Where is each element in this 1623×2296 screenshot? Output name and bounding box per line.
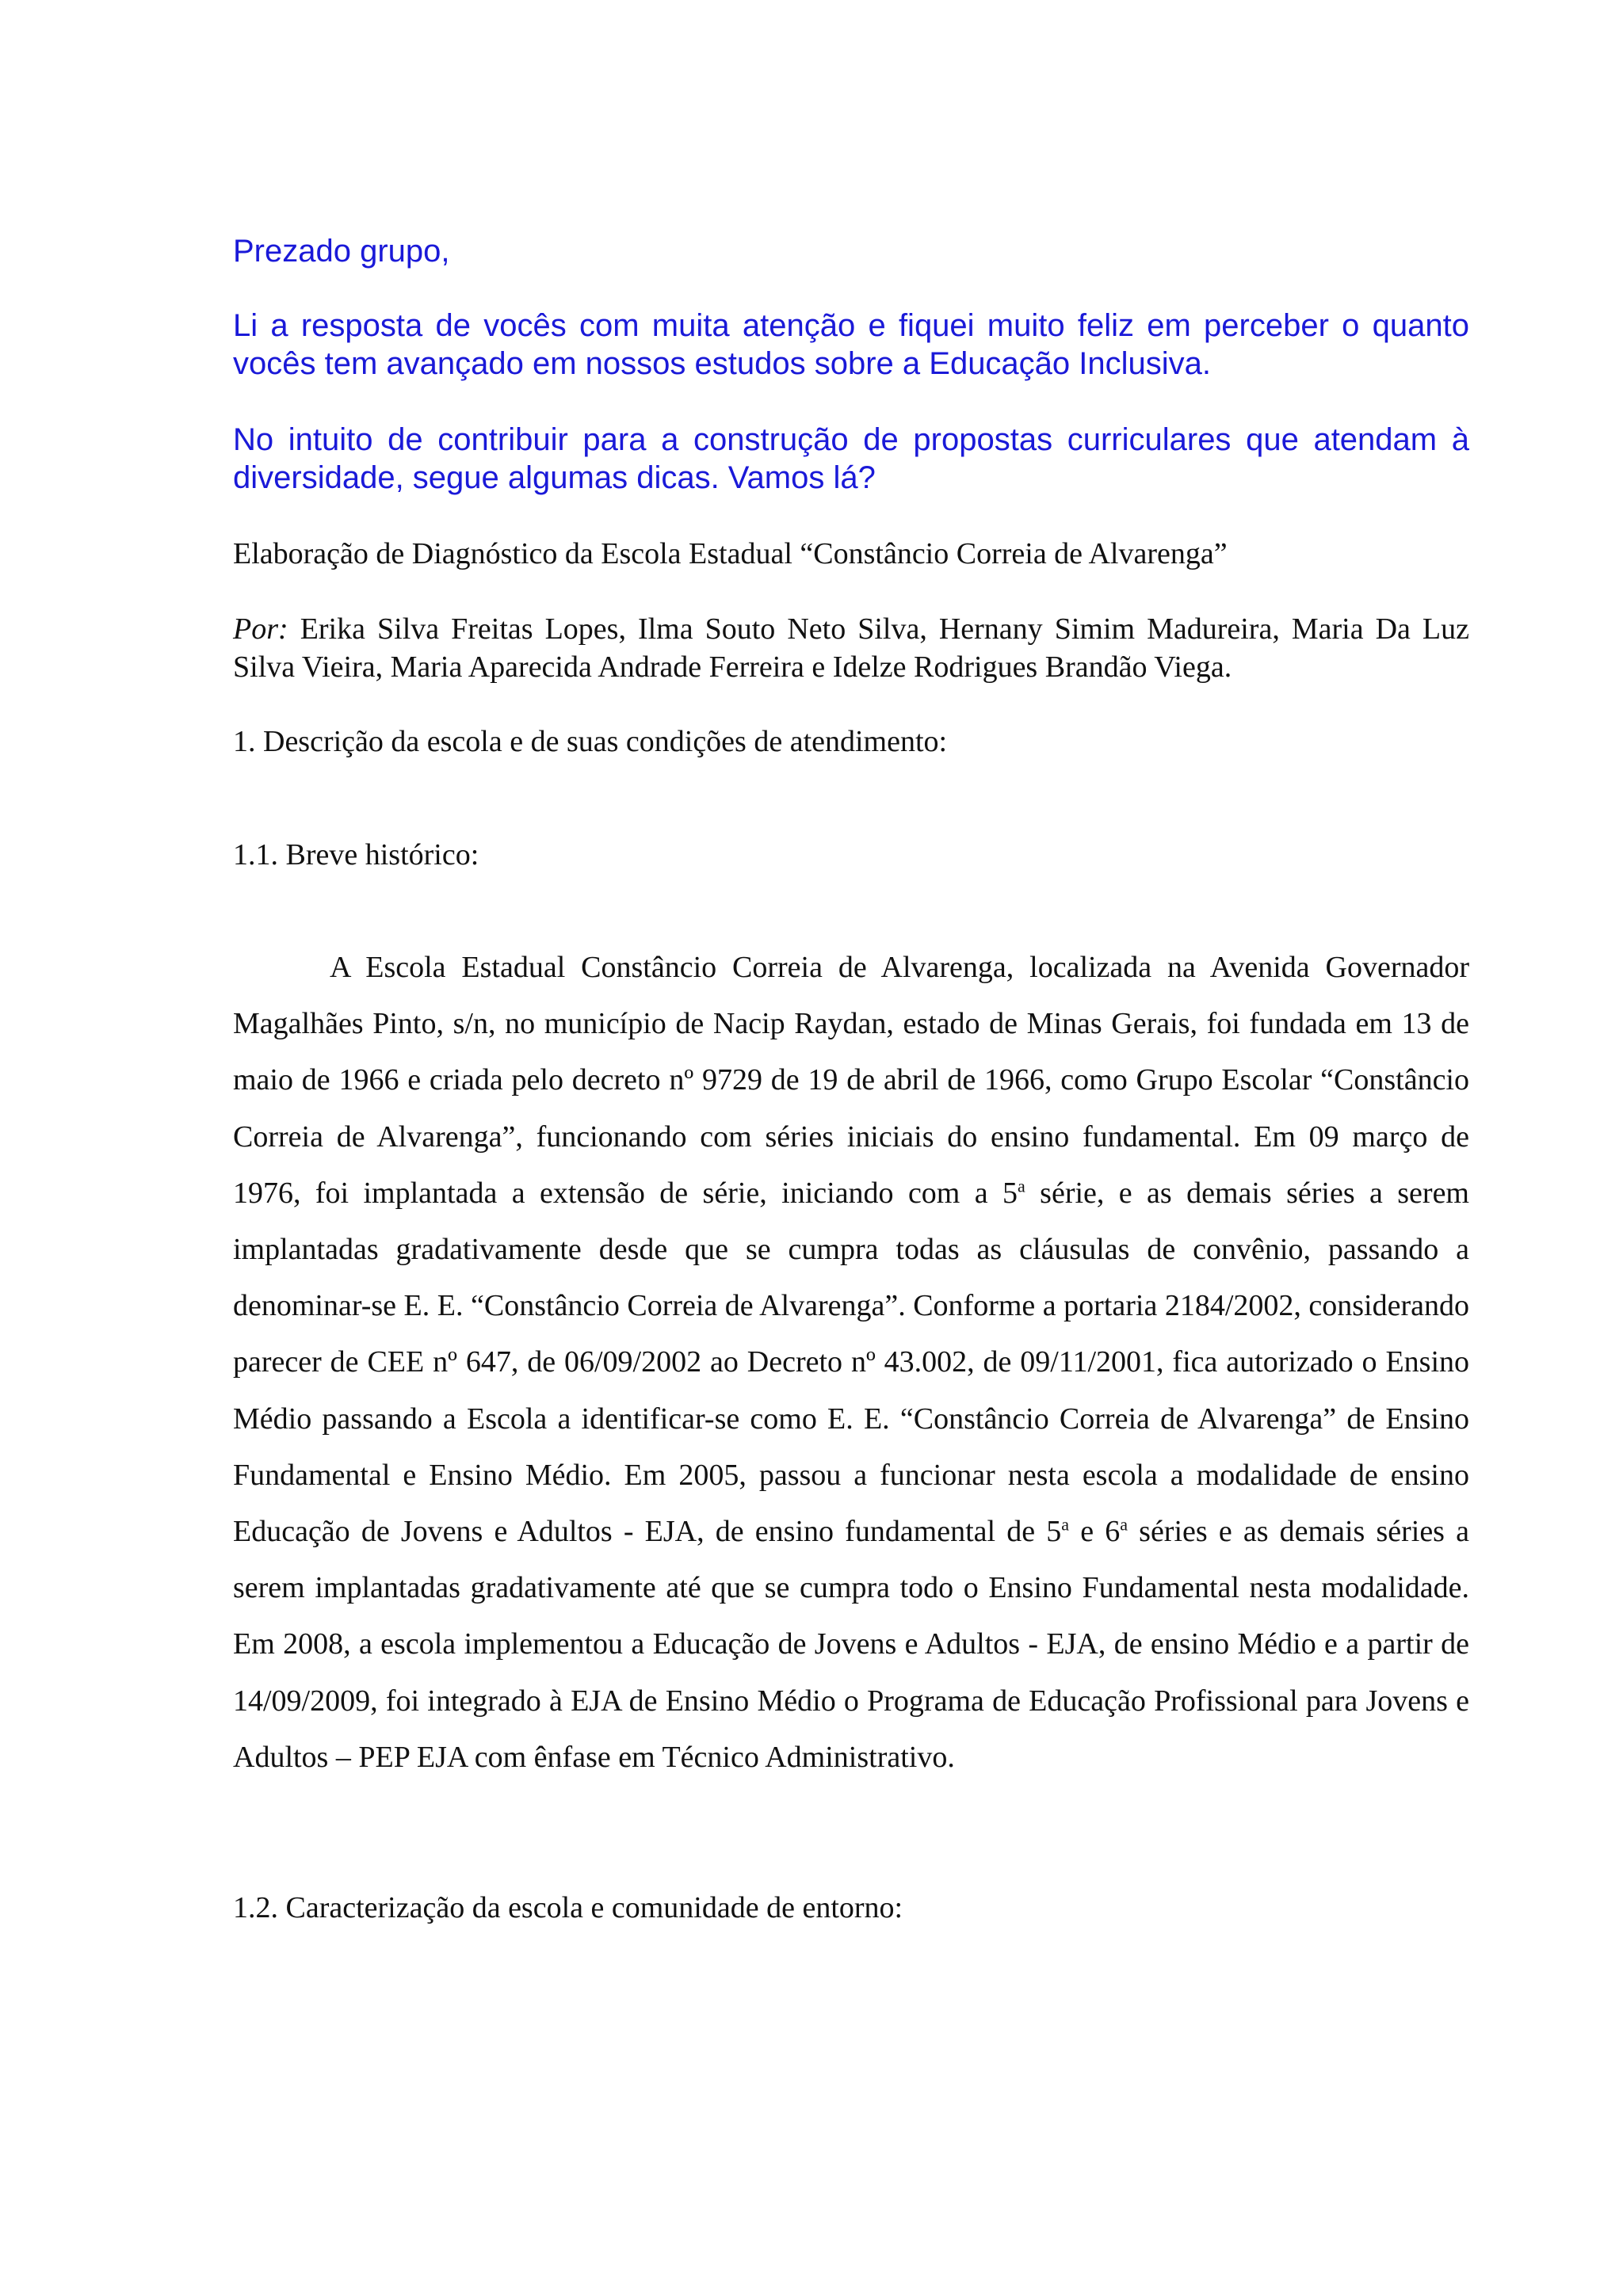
section-heading-1: 1. Descrição da escola e de suas condições de atendimento: xyxy=(233,725,948,758)
tutor-paragraph-1: Li a resposta de vocês com muita atenção e fiquei muito feliz em perceber o quanto vocês tem avançado em nossos estudos sobre a Educação Inclusiva. xyxy=(233,308,1469,381)
history-paragraph xyxy=(233,940,1469,1786)
greeting: Prezado grupo, xyxy=(233,234,450,269)
authors-names: Erika Silva Freitas Lopes, Ilma Souto Neto Silva, Hernany Simim Madureira, Maria Da Luz Silva Vieira, Maria Aparecida Andrade Ferreira e Idelze Rodrigues Brandão Viega. xyxy=(233,612,1470,684)
history-text-part-4: séries e as demais séries a serem implantadas gradativamente até que se cumpra todo o Ensino Fundamental nesta modalidade. Em 2008, a escola implementou a Educação de Jovens e Adultos - EJA, de ensino Médio e a partir de 14/09/2009, foi integrado à EJA de Ensino Médio o Programa de Educação Profissional para Jovens e Adultos – PEP EJA com ênfase em Técnico Administrativo. xyxy=(233,1515,1469,1774)
history-text-part-2: série, e as demais séries a serem implantadas gradativamente desde que se cumpra todas as cláusulas de convênio, passando a denominar-se E. E. “Constâncio Correia de Alvarenga”. Conforme a portaria 2184/2002, considerando parecer de CEE nº 647, de 06/09/2002 ao Decreto nº 43.002, de 09/11/2001, fica autorizado o Ensino Médio passando a Escola a identificar-se como E. E. “Constâncio Correia de Alvarenga” de Ensino Fundamental e Ensino Médio. Em 2005, passou a funcionar nesta escola a modalidade de ensino Educação de Jovens e Adultos - EJA, de ensino fundamental de 5 xyxy=(233,1176,1469,1549)
ordinal-superscript: a xyxy=(1120,1514,1128,1535)
ordinal-superscript: a xyxy=(1018,1176,1025,1196)
section-heading-1-1: 1.1. Breve histórico: xyxy=(233,838,479,871)
history-text-part-3: e 6 xyxy=(1069,1515,1121,1549)
document-title: Elaboração de Diagnóstico da Escola Estadual “Constâncio Correia de Alvarenga” xyxy=(233,537,1228,570)
tutor-paragraph-2: No intuito de contribuir para a construção de propostas curriculares que atendam à diversidade, segue algumas dicas. Vamos lá? xyxy=(233,422,1469,495)
authors-label: Por: xyxy=(233,612,288,646)
authors-line xyxy=(233,610,1469,686)
section-heading-1-2: 1.2. Caracterização da escola e comunidade de entorno: xyxy=(233,1891,903,1924)
ordinal-superscript: a xyxy=(1061,1514,1070,1535)
history-text-part-1: A Escola Estadual Constâncio Correia de Alvarenga, localizada na Avenida Governador Magalhães Pinto, s/n, no município de Nacip Raydan, estado de Minas Gerais, foi fundada em 13 de maio de 1966 e criada pelo decreto nº 9729 de 19 de abril de 1966, como Grupo Escolar “Constâncio Correia de Alvarenga”, funcionando com séries iniciais do ensino fundamental. Em 09 março de 1976, foi implantada a extensão de série, iniciando com a 5 xyxy=(233,951,1469,1210)
